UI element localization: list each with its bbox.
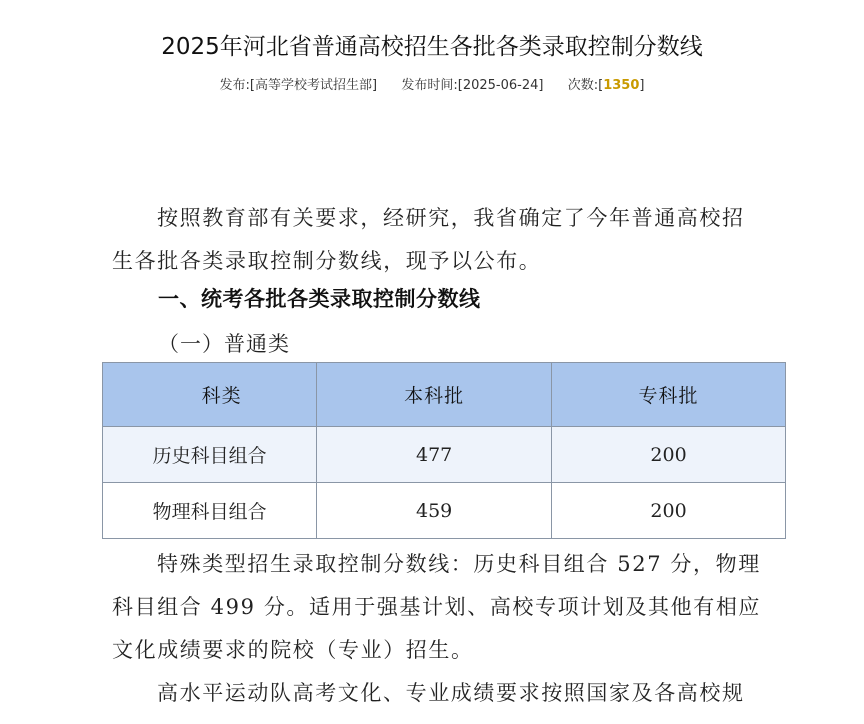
row-junior-score: 200 — [552, 483, 786, 539]
intro-line-1: 按照教育部有关要求，经研究，我省确定了今年普通高校招 — [157, 206, 745, 230]
sports-line-1: 高水平运动队高考文化、专业成绩要求按照国家及各高校规 — [157, 681, 745, 705]
header-category: 科类 — [103, 363, 317, 427]
table-header-row — [103, 363, 786, 427]
intro-paragraph — [112, 197, 792, 283]
table-row — [103, 427, 786, 483]
row-undergrad-score: 459 — [317, 483, 552, 539]
score-table — [102, 362, 786, 539]
header-undergrad: 本科批 — [317, 363, 552, 427]
subsection-heading: （一）普通类 — [158, 332, 290, 356]
special-line-3: 文化成绩要求的院校（专业）招生。 — [112, 638, 474, 662]
special-line-2: 科目组合 499 分。适用于强基计划、高校专项计划及其他有相应 — [112, 595, 762, 619]
row-category: 物理科目组合 — [103, 483, 317, 539]
special-line-1: 特殊类型招生录取控制分数线：历史科目组合 527 分，物理 — [157, 552, 761, 576]
view-count-value: 1350 — [603, 78, 640, 93]
publisher-value: [高等学校考试招生部] — [249, 78, 378, 93]
section-heading: 一、统考各批各类录取控制分数线 — [158, 287, 481, 311]
publisher-label: 发布: — [219, 78, 250, 93]
view-count-open-bracket: [ — [598, 78, 604, 93]
row-junior-score: 200 — [552, 427, 786, 483]
row-category: 历史科目组合 — [103, 427, 317, 483]
header-junior: 专科批 — [552, 363, 786, 427]
publish-time-label: 发布时间: — [401, 78, 458, 93]
article-title: 2025年河北省普通高校招生各批各类录取控制分数线 — [161, 34, 703, 60]
view-count-label: 次数: — [567, 78, 599, 93]
sports-paragraph — [112, 672, 792, 715]
table-row — [103, 483, 786, 539]
intro-line-2: 生各批各类录取控制分数线，现予以公布。 — [112, 249, 542, 273]
article-meta — [0, 74, 864, 93]
special-paragraph — [112, 543, 792, 672]
row-undergrad-score: 477 — [317, 427, 552, 483]
publish-time-value: [2025-06-24] — [457, 78, 544, 93]
view-count-close-bracket: ] — [639, 78, 645, 93]
